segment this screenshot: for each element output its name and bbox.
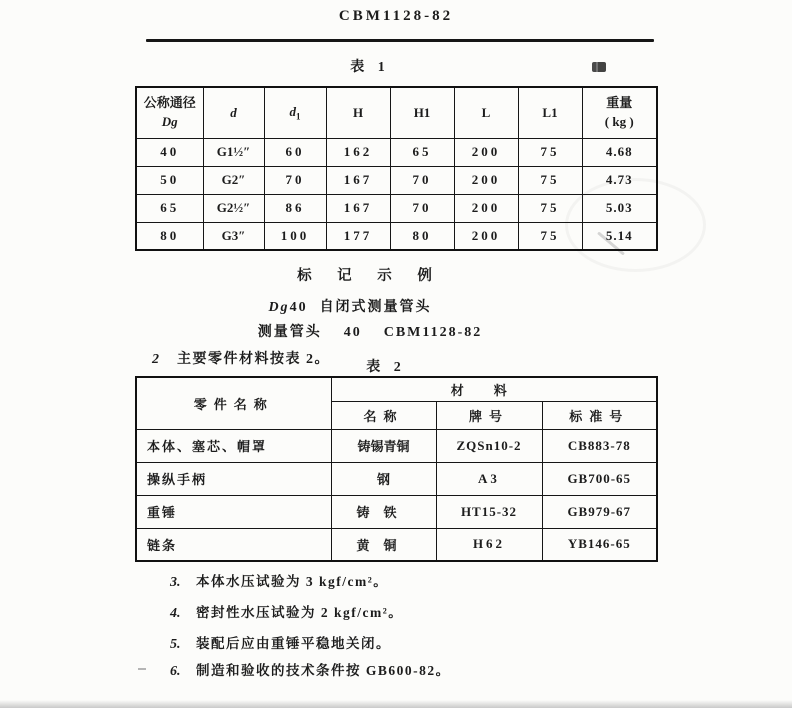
header-weight: [582, 87, 657, 138]
dn-value: 40: [289, 300, 308, 315]
ink-stamp-mark: [592, 62, 606, 72]
designation-name: 测量管头: [257, 325, 322, 340]
table-row: [136, 138, 657, 166]
clause-text: 本体水压试验为 3 kgf/cm²。: [196, 574, 389, 589]
d1-symbol: d: [289, 103, 296, 119]
header-standard-no: 标准号: [542, 401, 657, 429]
table-row: [136, 462, 657, 495]
marking-example-line2: [135, 321, 605, 341]
d-symbol: d: [230, 104, 237, 120]
cell-material: 黄铜: [331, 528, 436, 561]
header-material: 材料: [331, 377, 657, 401]
cell-H: 162: [326, 138, 390, 166]
header-d: [203, 87, 264, 138]
clause-number: 3.: [170, 575, 181, 590]
table-header-row: [136, 377, 657, 401]
clause-3: [170, 570, 388, 591]
materials-table: [135, 376, 658, 562]
cell-grade: H62: [436, 528, 542, 561]
cell-H: 167: [326, 166, 390, 194]
table-row: [136, 528, 657, 561]
cell-dn: 40: [136, 138, 203, 166]
d1-subscript: 1: [296, 111, 301, 122]
header-weight-unit: ( kg ): [604, 113, 634, 129]
cell-L1: 75: [518, 138, 582, 166]
header-H1: H1: [390, 87, 454, 138]
table-header-row: [136, 87, 657, 138]
cell-H1: 70: [390, 194, 454, 222]
cell-L: 200: [454, 138, 518, 166]
cell-material: 钢: [331, 462, 436, 495]
clause-number: 5.: [170, 637, 181, 652]
header-part-name: 零件名称: [136, 377, 331, 429]
cell-standard: CB883-78: [542, 429, 657, 462]
cell-d1: 100: [264, 222, 326, 250]
clause-text: 装配后应由重锤平稳地关闭。: [196, 636, 391, 651]
cell-L: 200: [454, 194, 518, 222]
cell-standard: GB700-65: [542, 462, 657, 495]
cell-L: 200: [454, 166, 518, 194]
cell-grade: HT15-32: [436, 495, 542, 528]
clause-number: 2: [152, 352, 159, 367]
dimensions-table: [135, 86, 658, 251]
clause-6: [170, 659, 451, 680]
cell-material: 铸铁: [331, 495, 436, 528]
cell-weight: 5.14: [582, 222, 657, 250]
cell-dn: 65: [136, 194, 203, 222]
cell-thread: G1½″: [203, 138, 264, 166]
cell-H1: 65: [390, 138, 454, 166]
header-H: H: [326, 87, 390, 138]
cell-H1: 80: [390, 222, 454, 250]
cell-grade: A3: [436, 462, 542, 495]
designation-size: 40: [343, 325, 362, 340]
header-rule: [146, 39, 654, 42]
table-row: [136, 194, 657, 222]
cell-part: 本体、塞芯、帽罩: [136, 429, 331, 462]
table-row: [136, 429, 657, 462]
cell-dn: 80: [136, 222, 203, 250]
clause-5: [170, 632, 391, 653]
table1-caption: 表 1: [350, 60, 390, 75]
clause-4: [170, 601, 403, 622]
cell-thread: G2½″: [203, 194, 264, 222]
cell-dn: 50: [136, 166, 203, 194]
table-row: [136, 166, 657, 194]
cell-standard: GB979-67: [542, 495, 657, 528]
designation-standard: CBM1128-82: [383, 325, 483, 340]
cell-part: 重锤: [136, 495, 331, 528]
cell-weight: 4.73: [582, 166, 657, 194]
marking-example-line1: [115, 296, 585, 316]
scan-dash-artifact: [138, 668, 146, 670]
clause-number: 4.: [170, 606, 181, 621]
cell-thread: G2″: [203, 166, 264, 194]
cell-material: 铸锡青铜: [331, 429, 436, 462]
cell-weight: 4.68: [582, 138, 657, 166]
clause-text: 密封性水压试验为 2 kgf/cm²。: [196, 605, 404, 620]
table2-caption: 表 2: [366, 360, 406, 375]
cell-weight: 5.03: [582, 194, 657, 222]
cell-d1: 70: [264, 166, 326, 194]
cell-grade: ZQSn10-2: [436, 429, 542, 462]
table-row: [136, 495, 657, 528]
cell-L1: 75: [518, 194, 582, 222]
cell-standard: YB146-65: [542, 528, 657, 561]
clause-text: 制造和验收的技术条件按 GB600-82。: [196, 663, 451, 678]
cell-H1: 70: [390, 166, 454, 194]
header-nominal-diameter: [136, 87, 203, 138]
header-material-name: 名称: [331, 401, 436, 429]
clause-2: [152, 348, 330, 368]
cell-L1: 75: [518, 166, 582, 194]
marking-example-heading: 标 记 示 例: [297, 268, 443, 284]
cell-d1: 86: [264, 194, 326, 222]
table-row: [136, 222, 657, 250]
header-L1: L1: [518, 87, 582, 138]
cell-L: 200: [454, 222, 518, 250]
dg-symbol: Dg: [268, 300, 290, 315]
header-weight-label: 重量: [606, 94, 633, 110]
header-L: L: [454, 87, 518, 138]
header-nominal-diameter-label: 公称通径: [143, 94, 196, 110]
cell-thread: G3″: [203, 222, 264, 250]
header-dg-symbol: Dg: [161, 113, 178, 129]
cell-part: 链条: [136, 528, 331, 561]
cell-d1: 60: [264, 138, 326, 166]
header-grade: 牌号: [436, 401, 542, 429]
cell-H: 177: [326, 222, 390, 250]
header-d1: [264, 87, 326, 138]
clause-number: 6.: [170, 664, 181, 679]
document-number-heading: CBM1128-82: [338, 8, 454, 24]
cell-H: 167: [326, 194, 390, 222]
clause-text: 主要零件材料按表 2。: [177, 352, 330, 367]
cell-part: 操纵手柄: [136, 462, 331, 495]
scan-edge-shadow: [0, 700, 792, 708]
product-name: 自闭式测量管头: [319, 300, 432, 315]
cell-L1: 75: [518, 222, 582, 250]
